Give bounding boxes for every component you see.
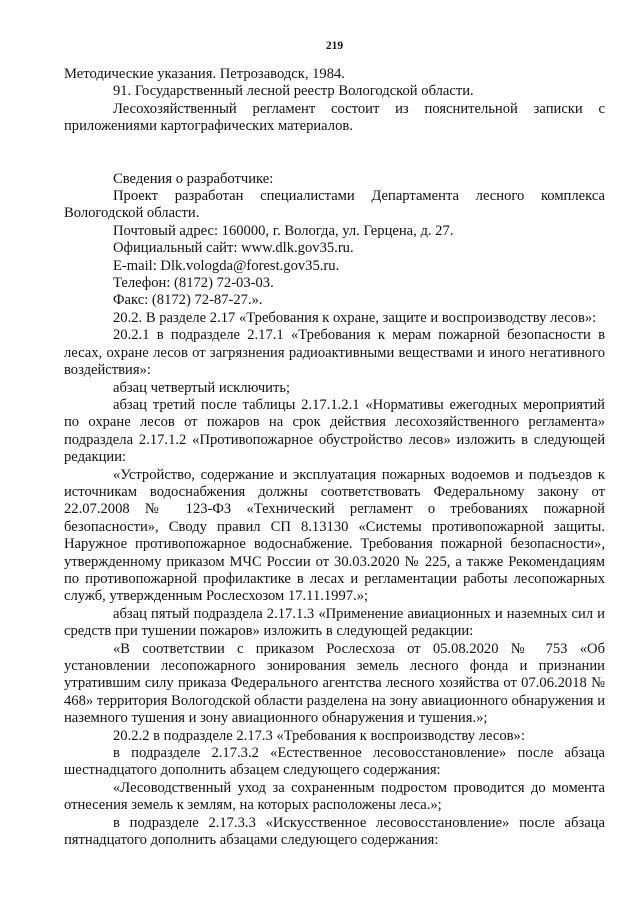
paragraph: Сведения о разработчике: — [113, 170, 274, 187]
paragraph: Почтовый адрес: 160000, г. Вологда, ул. Герцена, д. 27. — [113, 222, 454, 239]
paragraph: 20.2.2 в подразделе 2.17.3 «Требования к воспроизводству лесов»: — [113, 727, 525, 744]
paragraph: в подразделе 2.17.3.2 «Естественное лесовосстановление» после абзаца шестнадцатого дополнить абзацем следующего содержания: — [64, 745, 605, 779]
paragraph-spacer — [64, 136, 605, 171]
paragraph: E-mail: Dlk.vologda@forest.gov35.ru. — [113, 257, 340, 274]
paragraph: Телефон: (8172) 72-03-03. — [113, 275, 274, 292]
paragraph: Официальный сайт: www.dlk.gov35.ru. — [113, 240, 354, 257]
paragraph: «В соответствии с приказом Рослесхоза от 05.08.2020 № 753 «Об установлении лесопожарного зонирования земель лесного фонда и признании утратившим силу приказа Федерального агентства лесного хозяйства от 07.06.2018 № 468» территория Вологодской области разделена на зону авиационного обнаружения и наземного тушения и зону авиационного обнаружения и тушения.»; — [64, 640, 605, 727]
paragraph: 20.2.1 в подразделе 2.17.1 «Требования к мерам пожарной безопасности в лесах, охране лесов от загрязнения радиоактивными веществами и иного негативного воздействия»: — [64, 327, 605, 379]
document-body — [64, 66, 605, 849]
page-number: 219 — [325, 40, 344, 52]
paragraph: абзац четвертый исключить; — [113, 379, 291, 396]
paragraph: абзац пятый подраздела 2.17.1.3 «Применение авиационных и наземных сил и средств при тушении пожаров» изложить в следующей редакции: — [64, 605, 605, 640]
paragraph: 91. Государственный лесной реестр Вологодской области. — [113, 83, 474, 100]
document-page — [64, 0, 605, 905]
paragraph: в подразделе 2.17.3.3 «Искусственное лесовосстановление» после абзаца пятнадцатого дополнить абзацами следующего содержания: — [64, 814, 605, 849]
paragraph: Проект разработан специалистами Департамента лесного комплекса Вологодской области. — [64, 188, 605, 222]
paragraph: Методические указания. Петрозаводск, 1984. — [64, 66, 345, 82]
paragraph: абзац третий после таблицы 2.17.1.2.1 «Нормативы ежегодных мероприятий по охране лесов от пожаров на срок действия лесохозяйственного регламента» подраздела 2.17.1.2 «Противопожарное обустройство лесов» изложить в следующей редакции: — [64, 396, 605, 466]
paragraph: Лесохозяйственный регламент состоит из пояснительной записки с приложениями картографических материалов. — [64, 100, 605, 135]
paragraph: 20.2. В разделе 2.17 «Требования к охране, защите и воспроизводству лесов»: — [113, 309, 597, 326]
paragraph: «Устройство, содержание и эксплуатация пожарных водоемов и подъездов к источникам водоснабжения должны соответствовать Федеральному закону от 22.07.2008 № 123-ФЗ «Технический регламент о требованиях пожарной безопасности», Своду правил СП 8.13130 «Системы противопожарной защиты. Наружное противопожарное водоснабжение. Требования пожарной безопасности», утвержденному приказом МЧС России от 30.03.2020 № 225, а также Рекомендациям по противопожарной профилактике в лесах и регламентации работы лесопожарных служб, утвержденным Рослесхозом 17.11.1997.»; — [64, 466, 605, 605]
paragraph: Факс: (8172) 72-87-27.». — [113, 292, 263, 309]
paragraph: «Лесоводственный уход за сохраненным подростом проводится до момента отнесения земель к землям, на которых расположены леса.»; — [64, 779, 605, 814]
